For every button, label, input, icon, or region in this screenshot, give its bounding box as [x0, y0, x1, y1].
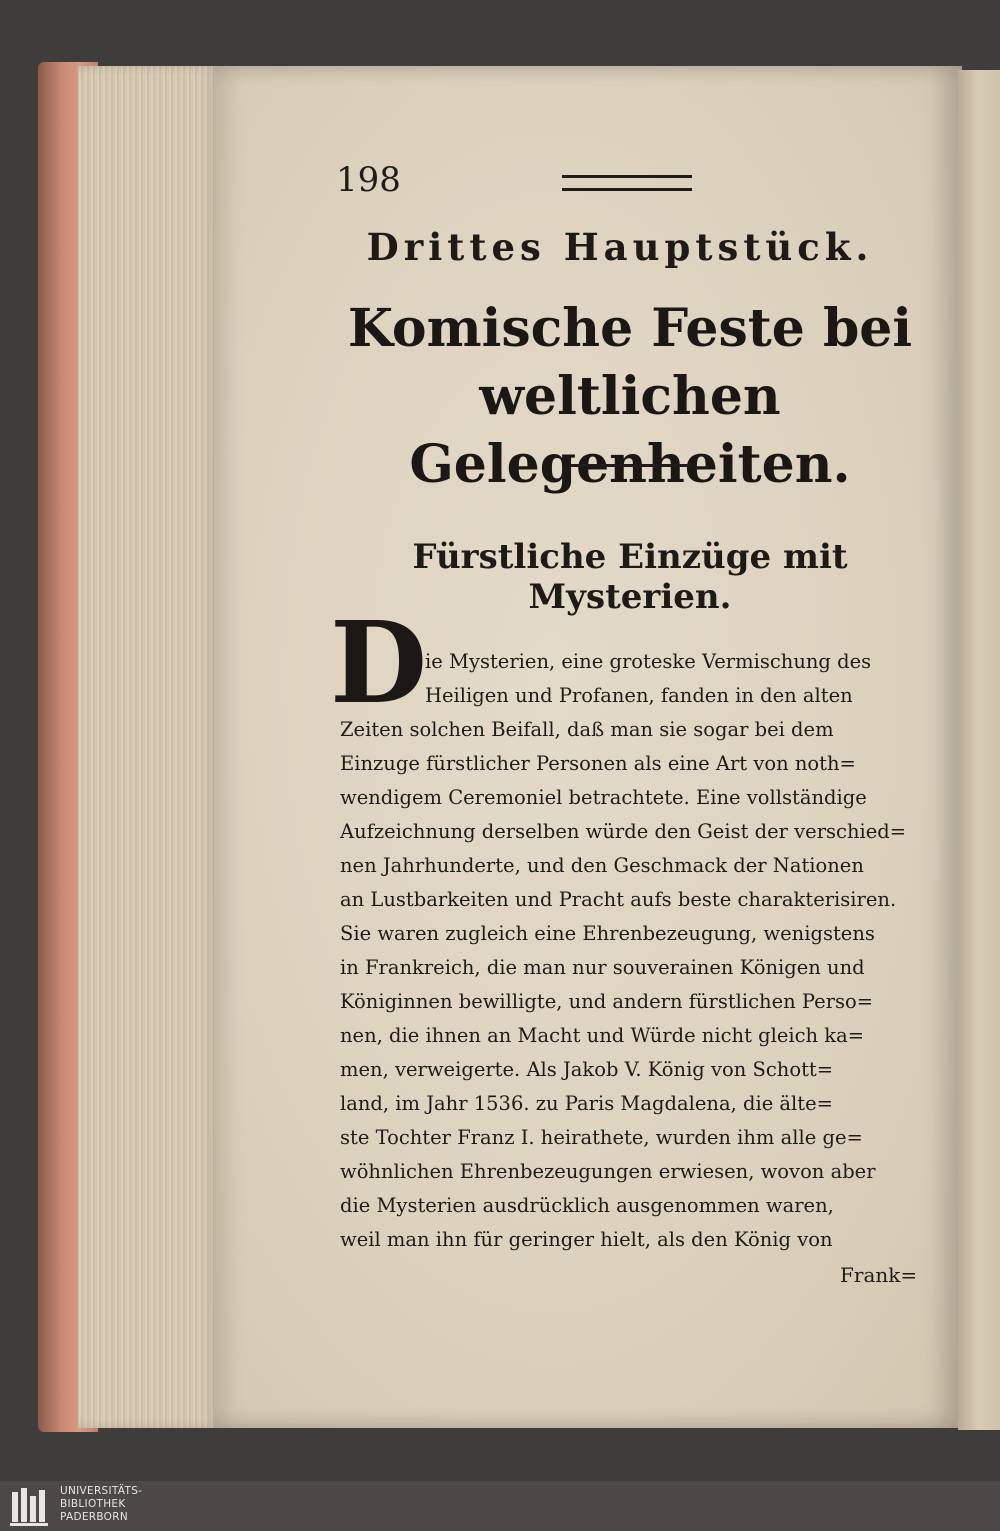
page-block-edge: [78, 66, 218, 1428]
title-line-2: Gelegenheiten.: [409, 434, 851, 495]
facing-page-edge: [958, 70, 1000, 1430]
text-line: ste Tochter Franz I. heirathete, wurden ihm alle ge=: [340, 1126, 863, 1149]
section-divider: [570, 464, 690, 467]
page-number: 198: [336, 160, 401, 200]
text-line: men, verweigerte. Als Jakob V. König von Schott=: [340, 1058, 834, 1081]
text-line: nen, die ihnen an Macht und Würde nicht gleich ka=: [340, 1024, 865, 1047]
text-line: Zeiten solchen Beifall, daß man sie sogar bei dem: [340, 718, 834, 741]
chapter-heading: Drittes Hauptstück.: [366, 225, 874, 269]
library-logo-icon: [8, 1486, 52, 1528]
catchword: Frank=: [840, 1263, 918, 1287]
text-line: an Lustbarkeiten und Pracht aufs beste charakterisiren.: [340, 888, 897, 911]
library-name: UNIVERSITÄTS- BIBLIOTHEK PADERBORN: [60, 1485, 143, 1523]
section-heading: Fürstliche Einzüge mit Mysterien.: [412, 537, 848, 617]
text-line: die Mysterien ausdrücklich ausgenommen waren,: [340, 1194, 834, 1217]
drop-cap: D: [330, 598, 428, 729]
text-line: Heiligen und Profanen, fanden in den alten: [425, 684, 853, 707]
text-line: Sie waren zugleich eine Ehrenbezeugung, wenigstens: [340, 922, 875, 945]
text-line: Königinnen bewilligte, und andern fürstlichen Perso=: [340, 990, 874, 1013]
title-line-1: Komische Feste bei weltlichen: [347, 298, 913, 427]
text-line: weil man ihn für geringer hielt, als den König von: [340, 1228, 833, 1251]
header-rule: [562, 175, 692, 191]
footer-bar: [0, 1481, 1000, 1531]
text-line: nen Jahrhunderte, und den Geschmack der Nationen: [340, 854, 864, 877]
text-line: Aufzeichnung derselben würde den Geist der verschied=: [340, 820, 907, 843]
text-line: wöhnlichen Ehrenbezeugungen erwiesen, wovon aber: [340, 1160, 876, 1183]
text-line: ie Mysterien, eine groteske Vermischung des: [425, 650, 872, 673]
text-line: land, im Jahr 1536. zu Paris Magdalena, die älte=: [340, 1092, 834, 1115]
text-line: Einzuge fürstlicher Personen als eine Art von noth=: [340, 752, 856, 775]
book-page: [214, 66, 962, 1428]
text-line: in Frankreich, die man nur souverainen Königen und: [340, 956, 865, 979]
page-title: [330, 295, 930, 499]
text-line: wendigem Ceremoniel betrachtete. Eine vollständige: [340, 786, 867, 809]
